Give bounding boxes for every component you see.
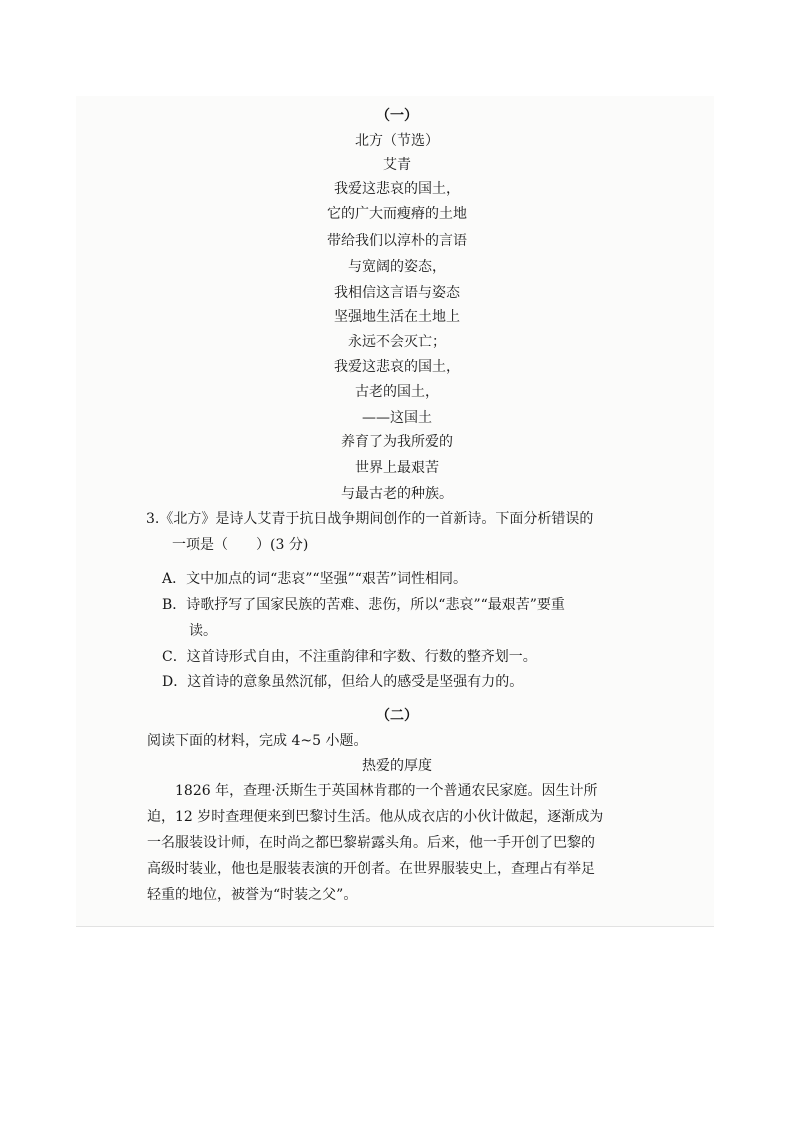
poem-line: 与最古老的种族。: [341, 486, 453, 502]
poem-author: 艾青: [383, 157, 411, 173]
poem-line: 坚强地生活在土地上: [334, 309, 460, 325]
paragraph-line: 1826 年，查理·沃斯生于英国林肯郡的一个普通农民家庭。因生计所: [175, 783, 598, 799]
reading-instruction: 阅读下面的材料，完成 4~5 小题。: [147, 733, 368, 749]
poem-line: 我爱这悲哀的国土，: [334, 359, 460, 375]
scan-bottom-edge: [76, 926, 714, 927]
poem-line: 我爱这悲哀的国土，: [334, 181, 460, 197]
question-3-stem: 3.《北方》是诗人艾青于抗日战争期间创作的一首新诗。下面分析错误的: [146, 511, 594, 527]
question-3-stem-cont: 一项是（ ）(3 分): [172, 537, 309, 553]
article-title: 热爱的厚度: [362, 758, 432, 774]
option-d: D．这首诗的意象虽然沉郁，但给人的感受是坚强有力的。: [162, 674, 524, 690]
poem-line: ——这国土: [362, 410, 432, 426]
poem-line: 我相信这言语与姿态: [334, 285, 460, 301]
section-two-heading: （二）: [376, 708, 418, 724]
poem-line: 古老的国土，: [355, 384, 439, 400]
poem-line: 世界上最艰苦: [355, 460, 439, 476]
paragraph-line: 高级时装业，他也是服装表演的开创者。在世界服装史上，查理占有举足: [147, 861, 595, 877]
poem-line: 与宽阔的姿态，: [348, 259, 446, 275]
poem-title: 北方（节选）: [355, 133, 439, 149]
option-a: A．文中加点的词“悲哀”“坚强”“艰苦”词性相同。: [162, 571, 468, 587]
paragraph-line: 一名服装设计师，在时尚之都巴黎崭露头角。后来，他一手开创了巴黎的: [147, 835, 595, 851]
poem-line: 永远不会灭亡；: [348, 334, 446, 350]
section-one-heading: （一）: [376, 108, 418, 124]
option-b-cont: 读。: [189, 623, 217, 639]
option-b: B．诗歌抒写了国家民族的苦难、悲伤，所以“悲哀”“最艰苦”要重: [162, 597, 565, 613]
poem-line: 它的广大而瘦瘠的土地: [327, 206, 467, 222]
paragraph-line: 轻重的地位，被誉为“时装之父”。: [147, 887, 358, 903]
poem-line: 带给我们以淳朴的言语: [327, 233, 467, 249]
option-c: C．这首诗形式自由，不注重韵律和字数、行数的整齐划一。: [162, 649, 537, 665]
paragraph-line: 迫，12 岁时查理便来到巴黎讨生活。他从成衣店的小伙计做起，逐渐成为: [147, 809, 604, 825]
poem-line: 养育了为我所爱的: [341, 434, 453, 450]
